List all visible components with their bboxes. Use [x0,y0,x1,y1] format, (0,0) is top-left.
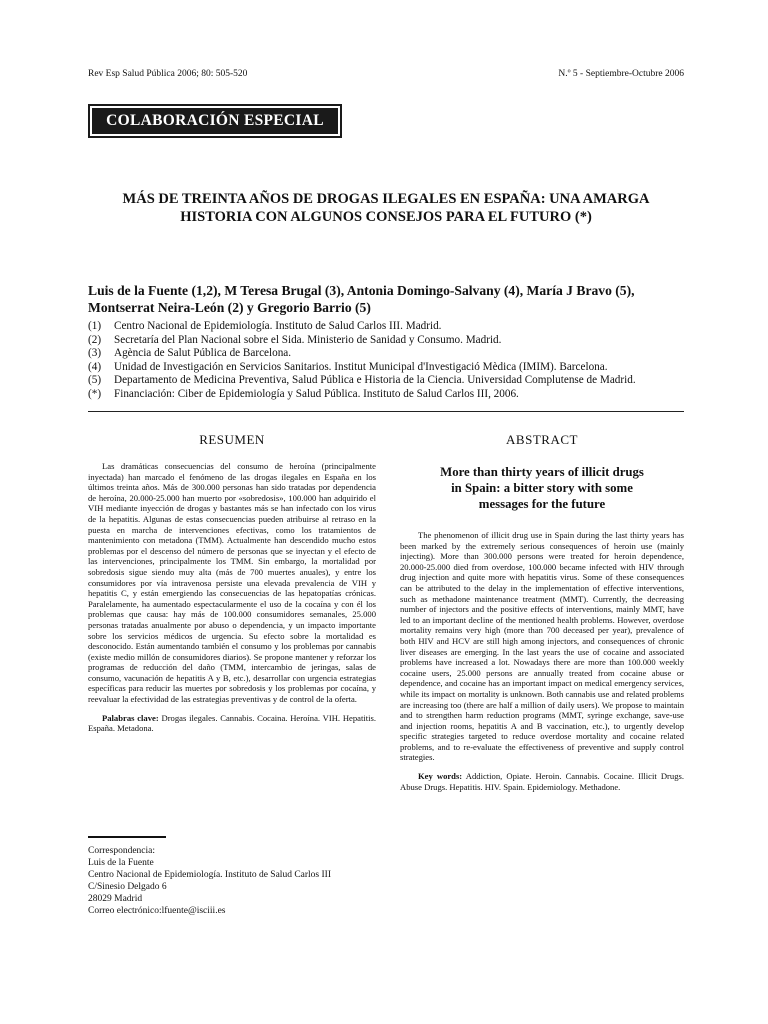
affiliation-item [88,361,688,375]
correspondence-line: C/Sinesio Delgado 6 [88,882,167,892]
english-title-line: More than thirty years of illicit drugs [440,465,644,479]
affiliation-number: (5) [88,374,102,386]
affiliation-text: Secretaría del Plan Nacional sobre el Sida. Ministerio de Sanidad y Consumo. Madrid. [114,333,502,346]
affiliation-item [88,388,688,402]
affiliation-text: Financiación: Ciber de Epidemiología y Salud Pública. Instituto de Salud Carlos III, 2006. [114,387,519,400]
affiliation-text: Departamento de Medicina Preventiva, Salud Pública e Historia de la Ciencia. Universidad Complutense de Madrid. [114,374,636,386]
issue-info: N.º 5 - Septiembre-Octubre 2006 [558,69,684,79]
section-banner: COLABORACIÓN ESPECIAL [88,104,342,138]
abstract-heading: ABSTRACT [506,432,578,447]
affiliation-number: (*) [88,387,102,400]
article-title [88,190,684,226]
author-list [88,282,688,316]
correspondence-line: 28029 Madrid [88,894,143,904]
affiliation-number: (1) [88,320,102,332]
article-title-line: HISTORIA CON ALGUNOS CONSEJOS PARA EL FUTURO (*) [180,209,592,225]
english-title-line: messages for the future [478,497,606,511]
article-title-line: MÁS DE TREINTA AÑOS DE DROGAS ILEGALES EN ESPAÑA: UNA AMARGA [122,191,650,207]
keywords-text: Addiction, Opiate. Heroin. Cannabis. Cocaine. Illicit Drugs. Abuse Drugs. Hepatitis. HIV. Spain. Epidemiology. Methadone. [400,771,684,792]
resumen-keywords [88,713,376,734]
affiliation-item [88,334,688,348]
correspondence-line: Luis de la Fuente [88,858,154,868]
affiliation-text: Unidad de Investigación en Servicios Sanitarios. Institut Municipal d'Investigació Mèdica (IMIM). Barcelona. [114,360,608,373]
affiliation-number: (2) [88,333,102,346]
section-divider [88,411,684,412]
resumen-column [88,461,376,734]
footnote-rule [88,836,166,838]
keywords-text: Drogas ilegales. Cannabis. Cocaina. Heroína. VIH. Hepatitis. España. Metadona. [88,712,376,734]
affiliation-text: Centro Nacional de Epidemiología. Instituto de Salud Carlos III. Madrid. [114,320,442,332]
author-line: Montserrat Neira-León (2) y Gregorio Barrio (5) [88,300,371,315]
affiliation-item [88,374,688,388]
affiliation-list [88,320,688,401]
english-title [400,464,684,512]
affiliation-item [88,347,688,361]
correspondence-line: Correspondencia: [88,846,156,856]
affiliation-number: (3) [88,347,102,359]
correspondence-line: Centro Nacional de Epidemiología. Instituto de Salud Carlos III [88,870,331,880]
resumen-body: Las dramáticas consecuencias del consumo de heroína (principalmente inyectada) han marcado el fenómeno de las drogas ilegales en España en los últimos treinta años. Más de 300.000 personas han sido tratadas por dependencia de heroína, 20.000-25.000 han muerto por «sobredosis», 100.000 han adquirido el VIH mediante inyección de drogas y bastantes más se han infectado con los virus de la hepatitis. Algunas de estas consecuencias pueden atribuirse al retraso en la puesta en marcha de intervenciones efectivas, como los tratamientos de mantenimiento con metadona (TMM). Actualmente han descendido mucho estos problemas por el descenso del número de personas que se inyectan y el efecto de las intervenciones, principalmente los TMM. Sin embargo, la mortalidad por sobredosis sigue siendo muy alta (más de 700 muertes anuales), y entre los consumidores por vía intravenosa persiste una elevada prevalencia de VIH y hepatitis C, y están emergiendo las consecuencias de las hepatopatías crónicas. Paralelamente, ha aumentado espectacularmente el uso de la cocaína y con él los problemas que causa: hay más de 100.000 consumidores semanales, 25.000 personas tratadas anualmente por abuso o dependencia, y un impacto importante sobre los servicios médicos de urgencia. Su efecto sobre la mortalidad es desconocido. Están aumentando también el consumo y los problemas por cannabis (existe medio millón de consumidores diarios). Se propone mantener y reforzar los programas de reducción del daño (TMM, intercambio de jeringas, salas de consumo, vacunación de hepatitis A y B, etc.), desarrollar con urgencia estrategias específicas para reducir las muertes por sobredosis y los problemas por cocaína, y reevaluar la efectividad de las estrategias preventivas y de control de la oferta. [88,461,376,705]
resumen-heading: RESUMEN [199,432,265,447]
affiliation-item [88,320,688,334]
keywords-label: Palabras clave: [102,712,159,723]
author-line: Luis de la Fuente (1,2), M Teresa Brugal (3), Antonia Domingo-Salvany (4), María J Bravo (5), [88,283,635,298]
correspondence-email: Correo electrónico:lfuente@isciii.es [88,906,226,916]
english-title-line: in Spain: a bitter story with some [451,481,633,495]
journal-citation: Rev Esp Salud Pública 2006; 80: 505-520 [88,69,248,79]
abstract-keywords [400,771,684,792]
keywords-label: Key words: [418,771,463,782]
affiliation-text: Agència de Salut Pública de Barcelona. [114,347,292,359]
abstract-body: The phenomenon of illicit drug use in Spain during the last thirty years has been marked by the extremely serious consequences of heroin use (mainly injecting). More than 300.000 persons were treated for heroin dependence, 20.000-25.000 died from overdose, 100.000 became infected with HIV through drug injection and quite more with hepatitis virus. Some of these consequences can be attributed to the delay in the implementation of effective interventions, such as methadone maintenance treatment (MMT). Currently, the decreasing number of injectors and the positive effects of interventions, mainly MMT, have led to an important decline of the mentioned health problems. However, overdose mortality remains very high (more than 700 deceased per year), prevalence of both HIV and HCV are still high among injectors, and consequences of chronic liver diseases are emerging. In the last years the use of cocaine and associated problems have increased a lot. Nowadays there are more than 100.000 weekly cocaine users, 25.000 persons are annually treated from cocaine abuse or dependence, and cocaine has an important impact on medical emergency services, while its impact on mortality is unknown. Both cannabis use and related problems are increasing too (there are half a million of daily users). We propose to maintain and to strengthen harm reduction programs (MMT, syringe exchange, save-use and injection rooms, hepatitis A and B vaccination, etc.), to urgently develop specific strategies targeted to reduce overdose mortality and cocaine related problems, and to re-evaluate the effectiveness of preventive and supply control strategies. [400,530,684,763]
affiliation-number: (4) [88,360,102,373]
correspondence-block [88,845,331,917]
abstract-column [400,530,684,792]
